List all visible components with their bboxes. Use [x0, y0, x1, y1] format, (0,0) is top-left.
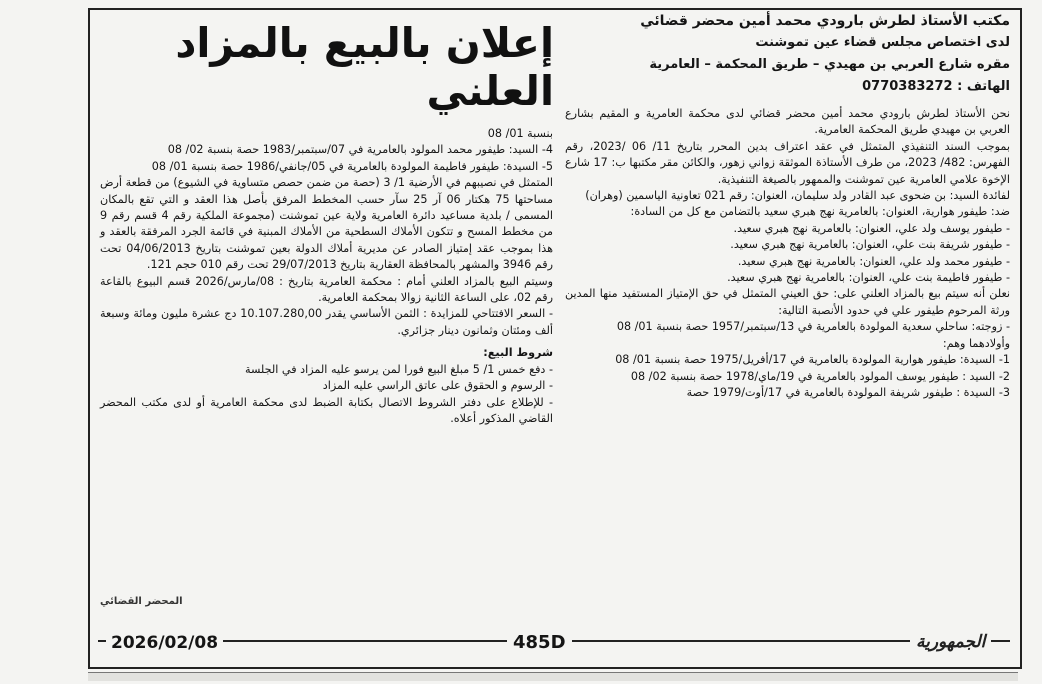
conditions-heading: شروط البيع: — [483, 346, 553, 360]
heir-1: 1- السيدة: طيفور هوارية المولودة بالعامرية في 17/أفريل/1975 حصة بنسبة 01/ 08 — [615, 353, 1010, 367]
header-office: مكتب الأستاذ لطرش بارودي محمد أمين محضر قضائي — [640, 13, 1010, 29]
next-ad-edge — [88, 672, 1018, 681]
property-description: المتمثل في نصيبهم في الأرضية 1/ 3 (حصة من ضمن حصص متساوية في الشيوع) من قطعة أرض مساحتها 75 هكتار 06 آر 25 سآر حسب المخطط المرفق بأصل هذا العقد و التي تقع بالمكان المسمى / بلدية مساعيد دائرة العامرية ولاية عين تموشنت (مجموعة الملكية رقم 4 قسم رقم 9 من مخطط المسح و تتكون الأملاك السطحية من الأملاك المبنية في قائمة الجرد المرفقة بالعقد و هذا بموجب عقد إمتياز الصادر عن مديرية أملاك الدولة بعين تموشنت بتاريخ 04/06/2013 تحت رقم 3946 والمشهر بالمحافظة العقارية بتاريخ 29/07/2013 تحت رقم 010 حجم 121. — [100, 176, 554, 272]
debtor-paragraph: ضد: طيفور هوارية، العنوان: بالعامرية نهج هبري سعيد بالتضامن مع كل من السادة: — [630, 205, 1010, 219]
opening-price-paragraph: - السعر الافتتاحي للمزايدة : الثمن الأساسي يقدر 10.107.280,00 دج عشرة مليون ومائة وسبعة ألف ومئتان وثمانون دينار جزائري. — [100, 307, 553, 337]
intro-paragraph: نحن الأستاذ لطرش بارودي محمد أمين محضر قضائي لدى محكمة العامرية و المقيم بشارع العربي بن مهيدي طريق المحكمة العامرية. — [565, 107, 1010, 137]
sale-notice-paragraph: نعلن أنه سيتم بيع بالمزاد العلني على: حق العيني المتمثل في حق الإمتياز المستفيد منها المدين ورثة المرحوم طيفور علي في حدود الأنصبة التالية: — [565, 287, 1010, 317]
condition-item-2: - الرسوم و الحقوق على عاتق الراسي عليه المزاد — [322, 379, 553, 393]
heir-2: 2- السيد : طيفور يوسف المولود بالعامرية في 19/ماي/1978 حصة بنسبة 02/ 08 — [630, 369, 1010, 383]
heir-4: 4- السيد: طيفور محمد المولود بالعامرية في 07/سبتمبر/1983 حصة بنسبة 02/ 08 — [167, 143, 553, 157]
sale-date-paragraph: وسيتم البيع بالمزاد العلني أمام : محكمة العامرية بتاريخ : 08/مارس/2026 قسم البيوع بالقاعة رقم 02، على الساعة الثانية زوالا بمحكمة العامرية. — [100, 274, 554, 305]
footer-date: 2026/02/08 — [106, 633, 223, 653]
bailiff-signature: المحضر القضائي — [100, 596, 183, 607]
newspaper-brand-logo: الجمهورية — [910, 632, 991, 652]
announcement-title: إعلان بالبيع بالمزاد العلني — [175, 19, 554, 115]
heir-3-share: بنسبة 01/ 08 — [487, 127, 553, 140]
co-debtor-4: - طيفور فاطيمة بنت علي، العنوان: بالعامرية نهج هبري سعيد. — [727, 271, 1010, 285]
header-address: مقره شارع العربي بن مهيدي – طريق المحكمة – العامرية — [649, 57, 1010, 72]
heirs-heading: وأولادهما وهم: — [942, 336, 1010, 350]
header-jurisdiction: لدى اختصاص مجلس قضاء عين تموشنت — [755, 35, 1010, 50]
left-column — [100, 126, 553, 427]
footer-page-code: 485D — [507, 632, 572, 653]
condition-item-3: - للإطلاع على دفتر الشروط الاتصال بكتابة الضبط لدى محكمة العامرية أو لدى مكتب المحضر القاضي المذكور أعلاه. — [100, 395, 553, 425]
co-debtor-3: - طيفور محمد ولد علي، العنوان: بالعامرية نهج هبري سعيد. — [737, 254, 1010, 268]
beneficiary-paragraph: لفائدة السيد: بن ضحوى عبد القادر ولد سليمان، العنوان: رقم 021 تعاونية الياسمين (وهران) — [585, 189, 1010, 203]
co-debtor-2: - طيفور شريفة بنت علي، العنوان: بالعامرية نهج هبري سعيد. — [730, 238, 1010, 252]
legal-basis-paragraph: بموجب السند التنفيذي المتمثل في عقد اعتراف بدين المحرر بتاريخ 11/ 06 /2023، رقم الفهرس: 482/ 2023، من طرف الأستاذة الموثقة زواني زهور، والكائن مقر مكتبها ب: 17 شارع الإخوة علامي العامرية عين تموشنت والممهور بالصيغة التنفيذية. — [565, 139, 1011, 186]
co-debtor-1: - طيفور يوسف ولد علي، العنوان: بالعامرية نهج هبري سعيد. — [733, 221, 1010, 235]
right-column — [565, 10, 1010, 401]
header-phone: الهاتف : 0770383272 — [862, 79, 1010, 94]
condition-item-1: - دفع خمس 1/ 5 مبلغ البيع فورا لمن يرسو عليه المزاد في الجلسة — [244, 362, 553, 376]
heir-5: 5- السيدة: طيفور فاطيمة المولودة بالعامرية في 05/جانفي/1986 حصة بنسبة 01/ 08 — [151, 159, 553, 173]
heir-3: 3- السيدة : طيفور شريفة المولودة بالعامرية في 17/أوت/1979 حصة — [686, 385, 1010, 399]
title-box — [98, 12, 554, 122]
heir-spouse: - زوجته: ساحلي سعدية المولودة بالعامرية في 13/سبتمبر/1957 حصة بنسبة 01/ 08 — [616, 320, 1010, 334]
